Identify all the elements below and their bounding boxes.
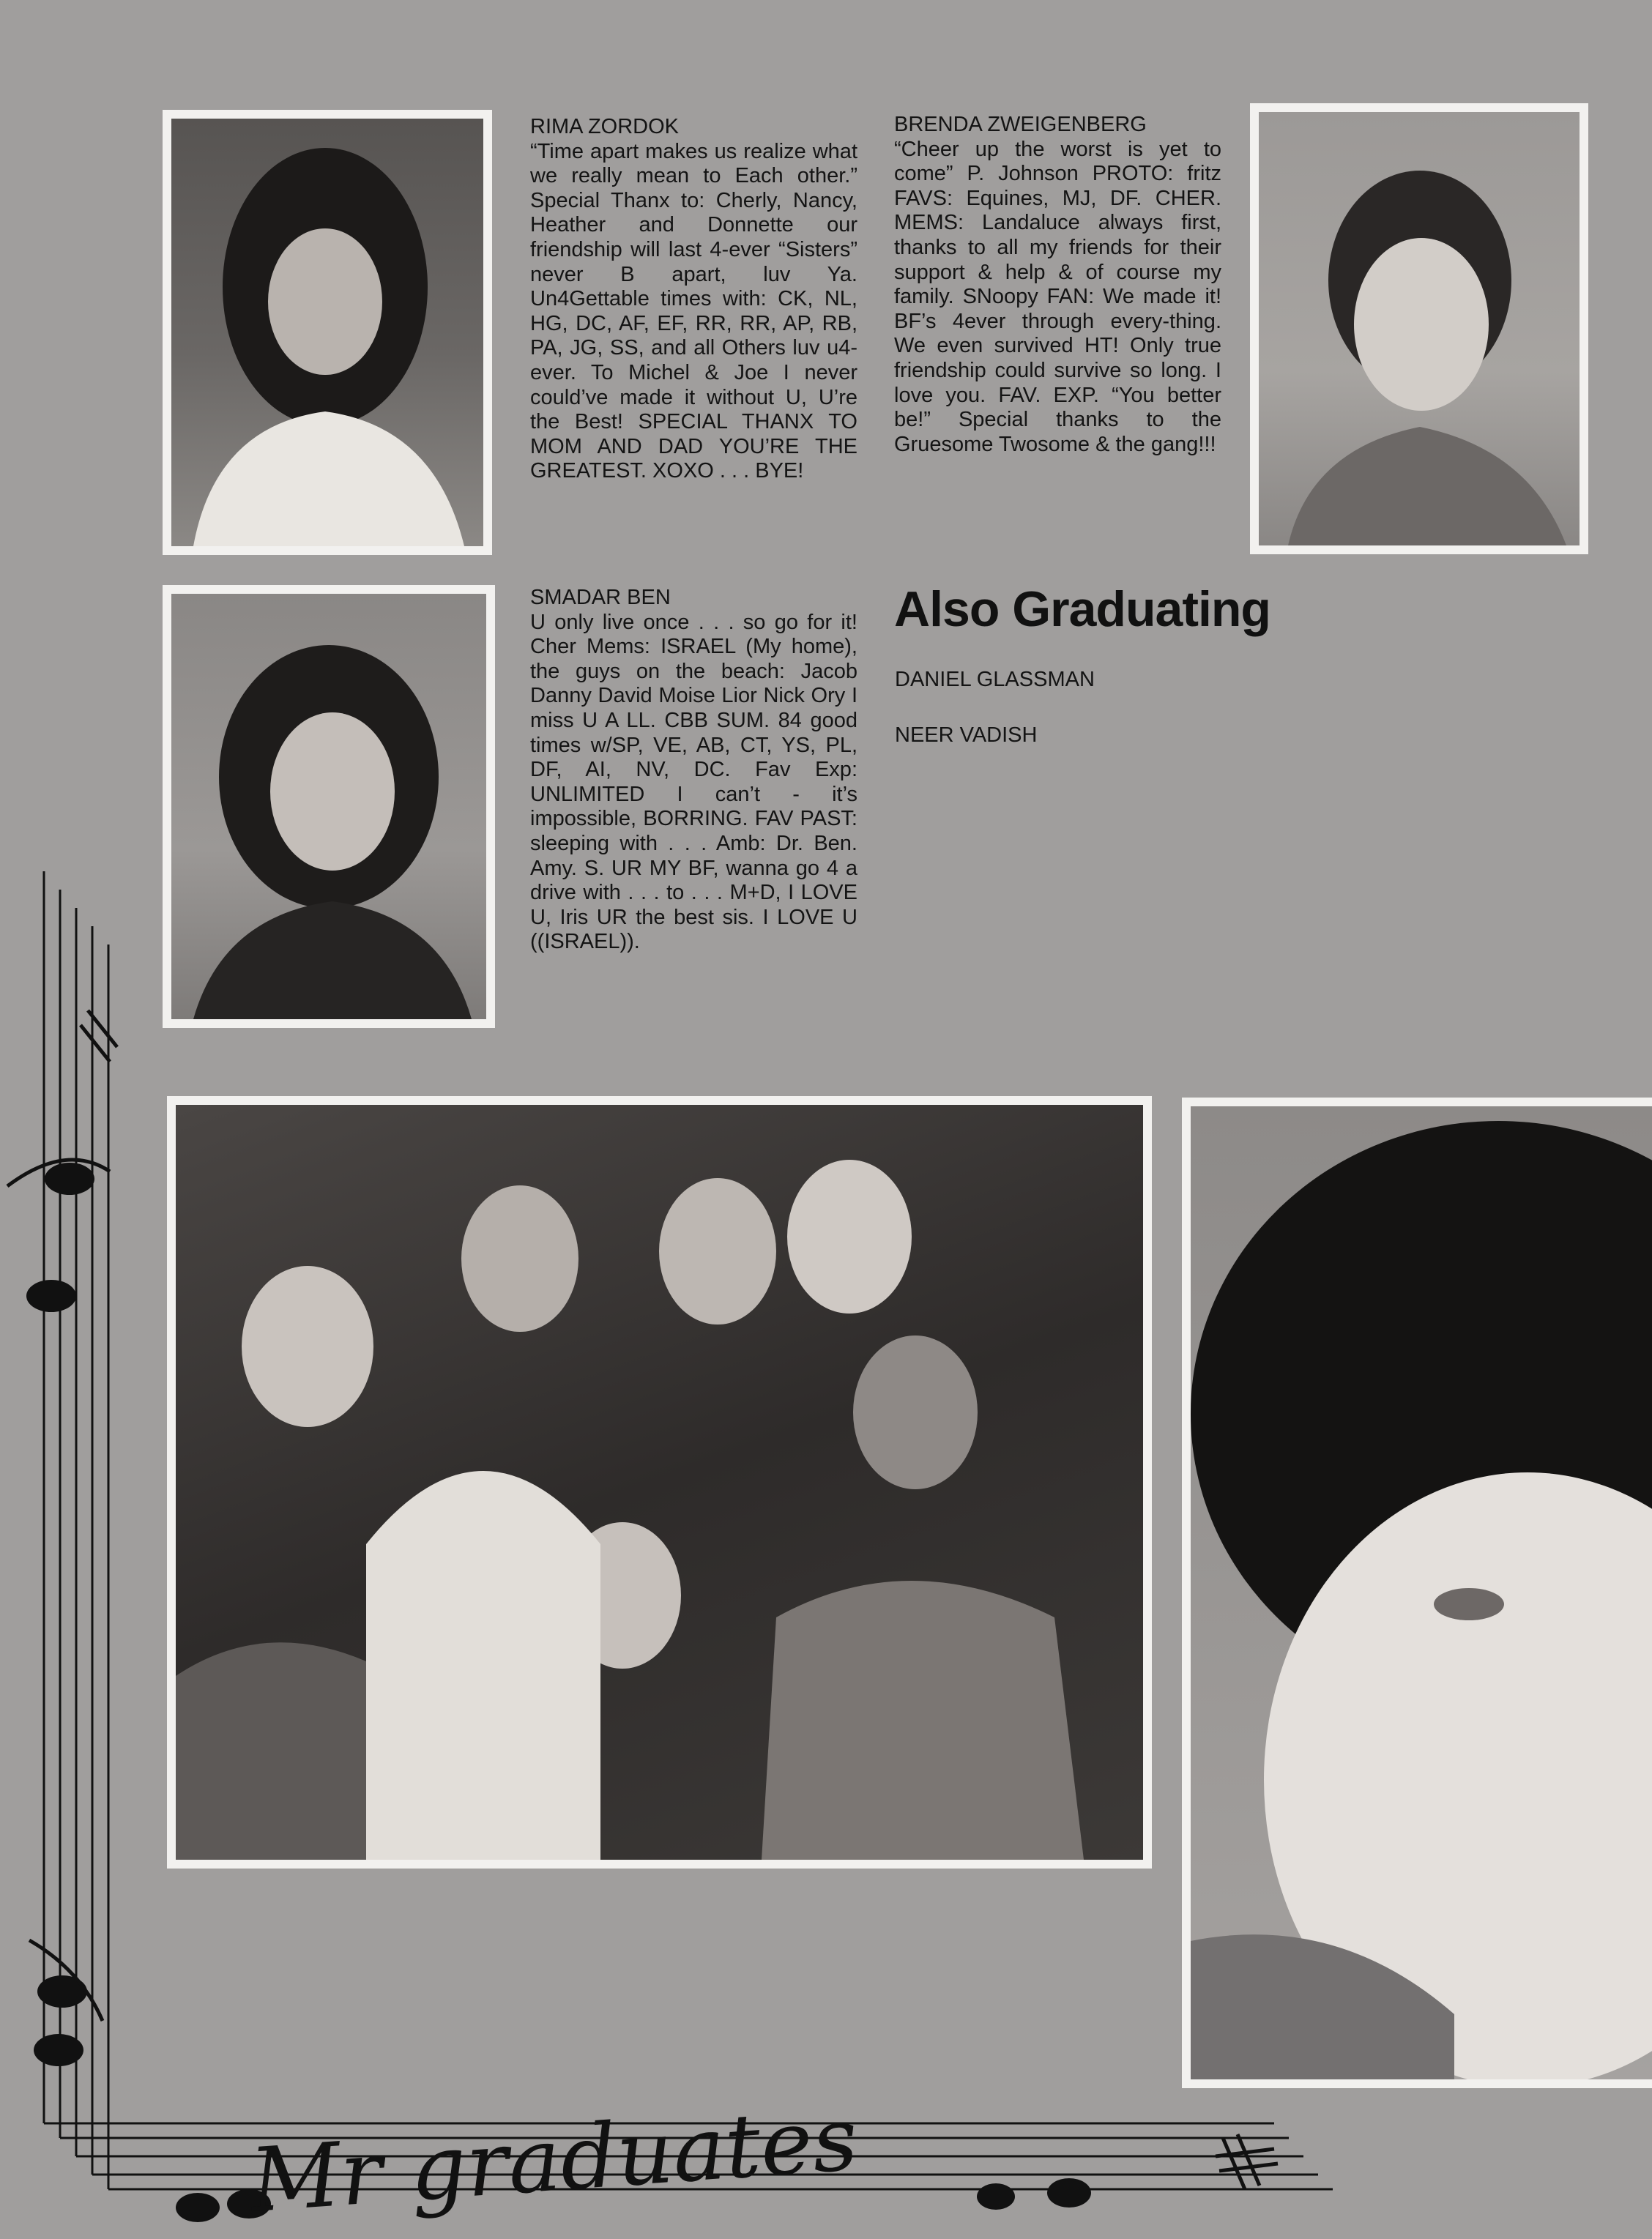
also-graduating-name: NEER VADISH [895,723,1038,747]
student-bio-text: “Time apart makes us realize what we really mean to Each other.” Special Thanx to: Cherly, Nancy, Heather and Donnette our friendship will last 4-ever “Sisters” never B apart, luv Ya. Un4Gettable times with: CK, NL, HG, DC, AF, EF, RR, RR, AP, RB, PA, JG, SS, and all Others luv u4-ever. To Michel & Joe I never could’ve made it without U, U’re the Best! SPECIAL THANX TO MOM AND DAD YOU’RE THE GREATEST. XOXO . . . BYE! [530,139,857,483]
also-graduating-heading: Also Graduating [894,581,1270,637]
student-bio-text: “Cheer up the worst is yet to come” P. Johnson PROTO: fritz FAVS: Equines, MJ, DF. CHER. MEMS: Landaluce always first, thanks to all my friends for their support & help & of course my family. SNoopy FAN: We made it! BF’s 4ever through every-thing. We even survived HT! Only true friendship could survive so long. I love you. FAV. EXP. “You better be!” Special thanks to the Gruesome Twosome & the gang!!! [894,137,1221,456]
student-name: SMADAR BEN [530,586,671,609]
student-bio-text: U only live once . . . so go for it! Cher Mems: ISRAEL (My home), the guys on the beach: Jacob Danny David Moise Lior Nick Ory I miss U A LL. CBB SUM. 84 good times w/SP, VE, AB, CT, YS, PL, DF, AI, NV, DC. Fav Exp: UNLIMITED I can’t - it’s impossible, BORRING. FAV PAST: sleeping with . . . Amb: Dr. Ben. Amy. S. UR MY BF, wanna go 4 a drive with . . . to . . . M+D, I LOVE U, Iris UR the best sis. I LOVE U ((ISRAEL)). [530,610,857,954]
script-title: Mr graduates [247,2088,861,2232]
also-graduating-name: DANIEL GLASSMAN [895,668,1095,691]
student-name: RIMA ZORDOK [530,115,680,138]
student-name: BRENDA ZWEIGENBERG [894,113,1147,136]
music-note-icons [26,1163,1091,2222]
